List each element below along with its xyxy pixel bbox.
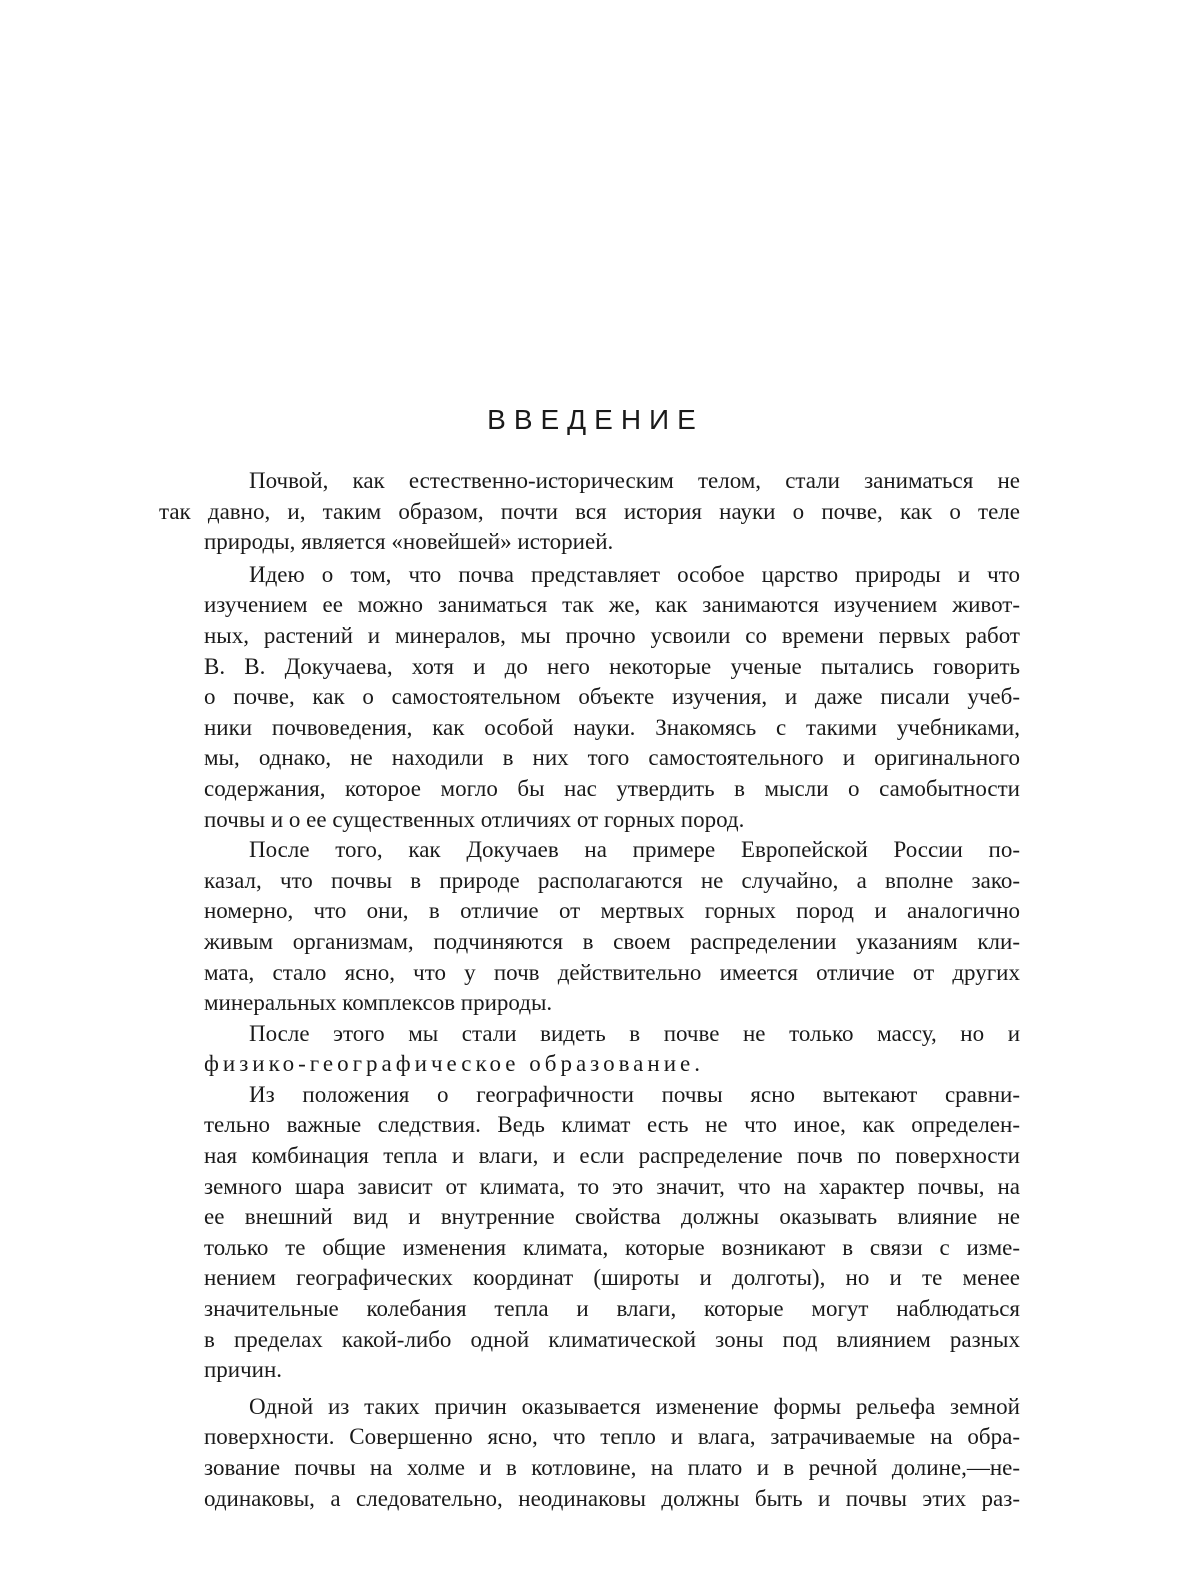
- text-line: о почве, как о самостоятельном объекте изучения, и даже писали учеб-: [204, 684, 1020, 710]
- text-line: Почвой, как естественно-историческим телом, стали заниматься не: [249, 468, 1020, 493]
- text-line: В. В. Докучаева, хотя и до него некоторые ученые пытались говорить: [204, 653, 1020, 679]
- text-line: содержания, которое могло бы нас утвердить в мысли о самобытности: [204, 775, 1020, 801]
- text-line: После того, как Докучаев на примере Европейской России по-: [249, 837, 1020, 863]
- text-line: значительные колебания тепла и влаги, которые могут наблюдаться: [204, 1296, 1020, 1322]
- text-line: живым организмам, подчиняются в своем распределении указаниям кли-: [204, 928, 1020, 954]
- text-line: так давно, и, таким образом, почти вся история науки о почве, как о теле: [159, 498, 1020, 524]
- paragraph-1: [159, 466, 1020, 558]
- text-line: земного шара зависит от климата, то это значит, что на характер почвы, на: [204, 1173, 1020, 1199]
- text-line: ее внешний вид и внутренние свойства должны оказывать влияние не: [204, 1204, 1020, 1230]
- paragraph-6: [204, 1392, 1020, 1514]
- text-line: номерно, что они, в отличие от мертвых горных пород и аналогично: [204, 898, 1020, 924]
- paragraph-5: [204, 1080, 1020, 1386]
- text-line: Идею о том, что почва представляет особое царство природы и что: [249, 561, 1020, 587]
- text-line: Одной из таких причин оказывается изменение формы рельефа земной: [249, 1393, 1020, 1419]
- text-line: причин.: [204, 1357, 283, 1383]
- text-line: изучением ее можно заниматься так же, как занимаются изучением живот-: [204, 592, 1020, 618]
- text-line: ники почвоведения, как особой науки. Знакомясь с такими учебниками,: [204, 714, 1020, 740]
- text-line: Из положения о географичности почвы ясно вытекают сравни-: [249, 1081, 1020, 1107]
- text-line: ная комбинация тепла и влаги, и если распределение почв по поверхности: [204, 1143, 1020, 1169]
- text-line: После этого мы стали видеть в почве не только массу, но и: [249, 1020, 1020, 1046]
- text-line: зование почвы на холме и в котловине, на плато и в речной долине,—не-: [204, 1455, 1020, 1480]
- text-line: минеральных комплексов природы.: [204, 990, 553, 1016]
- paragraph-2: [204, 560, 1020, 835]
- text-line: только те общие изменения климата, которые возникают в связи с изме-: [204, 1234, 1020, 1260]
- text-line: казал, что почвы в природе располагаются не случайно, а вполне зако-: [204, 867, 1020, 893]
- body-text: [159, 466, 1020, 1514]
- text-line: в пределах какой-либо одной климатической зоны под влиянием разных: [204, 1326, 1020, 1352]
- text-line: ных, растений и минералов, мы прочно усвоили со времени первых работ: [204, 622, 1020, 648]
- text-line: тельно важные следствия. Ведь климат есть не что иное, как определен-: [204, 1112, 1020, 1138]
- paragraph-4: [204, 1019, 1020, 1080]
- text-line: нением географических координат (широты и долготы), но и те менее: [204, 1265, 1020, 1291]
- text-line: мата, стало ясно, что у почв действительно имеется отличие от других: [204, 959, 1020, 985]
- chapter-heading: ВВЕДЕНИЕ: [487, 404, 704, 435]
- paragraph-3: [204, 835, 1020, 1019]
- text-line: одинаковы, а следовательно, неодинаковы должны быть и почвы этих раз-: [204, 1485, 1020, 1511]
- text-line: почвы и о ее существенных отличиях от горных пород.: [204, 806, 745, 832]
- text-line: поверхности. Совершенно ясно, что тепло и влага, затрачиваемые на обра-: [204, 1424, 1020, 1450]
- text-line: природы, является «новейшей» историей.: [204, 529, 614, 555]
- text-line: физико-географическое образование.: [204, 1051, 704, 1077]
- text-line: мы, однако, не находили в них того самостоятельного и оригинального: [204, 745, 1020, 771]
